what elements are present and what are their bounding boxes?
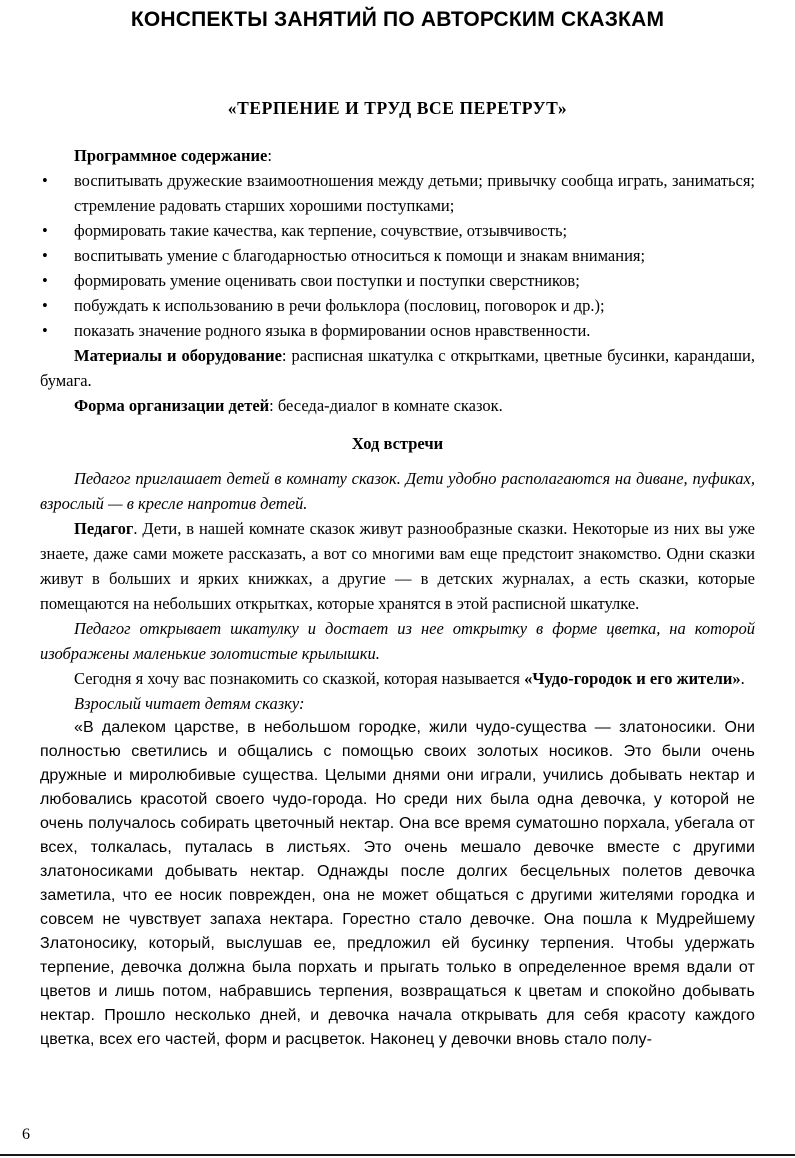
- materials-label: Материалы и оборудование: [74, 346, 282, 365]
- bullet-text: побуждать к использованию в речи фольклора (пословиц, поговорок и др.);: [74, 296, 605, 315]
- stage-direction-3: Взрослый читает детям сказку:: [74, 694, 305, 713]
- bullet-marker: •: [42, 296, 48, 315]
- list-item: [40, 243, 755, 268]
- form-text: : беседа-диалог в комнате сказок.: [269, 396, 503, 415]
- list-item: [40, 218, 755, 243]
- program-label: Программное содержание: [74, 146, 268, 165]
- form-label: Форма организации детей: [74, 396, 270, 415]
- materials-text: : расписная шкатулка с открытками, цветные бусинки, карандаши, бумага.: [40, 346, 756, 390]
- bullet-text: воспитывать дружеские взаимоотношения между детьми; привычку сообща играть, заниматься; стремление радовать старших хорошими поступками;: [74, 171, 755, 215]
- list-item: [40, 168, 755, 218]
- bullet-marker: •: [42, 221, 48, 240]
- stage-direction-2: Педагог открывает шкатулку и достает из нее открытку в форме цветка, на которой изображены маленькие золотистые крылышки.: [40, 619, 755, 663]
- pedagog-text: . Дети, в нашей комнате сказок живут разнообразные сказки. Некоторые из них вы уже знаете, даже сами можете рассказать, а вот со многими вам еще предстоит знакомство. Одни сказки живут в больших и ярких книжках, а другие — в детских журналах, а есть сказки, которые помещаются на небольших открытках, которые хранятся в этой расписной шкатулке.: [40, 519, 755, 613]
- bullet-marker: •: [42, 171, 48, 190]
- bullet-marker: •: [42, 271, 48, 290]
- speaker-label: Педагог: [74, 519, 134, 538]
- story-text: «В далеком царстве, в небольшом городке, жили чудо-существа — златоносики. Они полностью светились и общались с помощью своих золотых носиков. Это были очень дружные и миролюбивые существа. Целыми днями они играли, учились добывать нектар и любовались красотой своего чудо-города. Но среди них была одна девочка, у которой не очень получалось собирать цветочный нектар. Она все время суматошно порхала, убегала от всех, толкалась, путалась в листьях. Это очень мешало девочке вместе с другими златоносиками добывать нектар. Однажды после долгих бесцельных полетов девочка заметила, что ее носик поврежден, она не может общаться с другими жителями городка и совсем не чувствует запаха нектара. Горестно стало девочке. Она пошла к Мудрейшему Златоносику, который, выслушав ее, предложил ей бусинку терпения. Чтобы удержать терпение, девочка должна была порхать и прыгать только в определенное время вдали от цветов и лишь потом, набравшись терпения, возвращаться к цветам и спокойно добывать нектар. Прошло несколько дней, и девочка начала открывать для себя красоту каждого цветка, всех его частей, форм и расцветок. Наконец у девочки вновь стало полу-: [40, 719, 755, 1048]
- list-item: [40, 318, 755, 343]
- page-number: 6: [22, 1126, 30, 1143]
- bullet-text: формировать умение оценивать свои поступки и поступки сверстников;: [74, 271, 580, 290]
- intro-paragraph: [40, 666, 755, 691]
- intro-text: Сегодня я хочу вас познакомить со сказкой, которая называется: [74, 669, 525, 688]
- bullet-marker: •: [42, 246, 48, 265]
- program-heading: [40, 143, 755, 168]
- bullet-text: воспитывать умение с благодарностью относиться к помощи и знакам внимания;: [74, 246, 646, 265]
- bullet-text: показать значение родного языка в формировании основ нравственности.: [74, 321, 591, 340]
- program-list: [40, 168, 755, 343]
- pedagog-paragraph: [40, 516, 755, 616]
- bullet-marker: •: [42, 321, 48, 340]
- chapter-header: КОНСПЕКТЫ ЗАНЯТИЙ ПО АВТОРСКИМ СКАЗКАМ: [130, 8, 665, 31]
- bullet-text: формировать такие качества, как терпение, сочувствие, отзывчивость;: [74, 221, 568, 240]
- list-item: [40, 293, 755, 318]
- form-paragraph: [40, 393, 755, 418]
- program-colon: :: [267, 146, 272, 165]
- page-bottom-rule: [0, 1154, 795, 1156]
- stage-direction-1: Педагог приглашает детей в комнату сказок. Дети удобно располагаются на диване, пуфиках, взрослый — в кресле напротив детей.: [40, 469, 755, 513]
- intro-period: .: [740, 669, 745, 688]
- section-title: Ход встречи: [351, 434, 444, 453]
- lesson-title: «ТЕРПЕНИЕ И ТРУД ВСЕ ПЕРЕТРУТ»: [227, 98, 568, 118]
- list-item: [40, 268, 755, 293]
- materials-paragraph: [40, 343, 755, 393]
- story-title: «Чудо-городок и его жители»: [524, 669, 741, 688]
